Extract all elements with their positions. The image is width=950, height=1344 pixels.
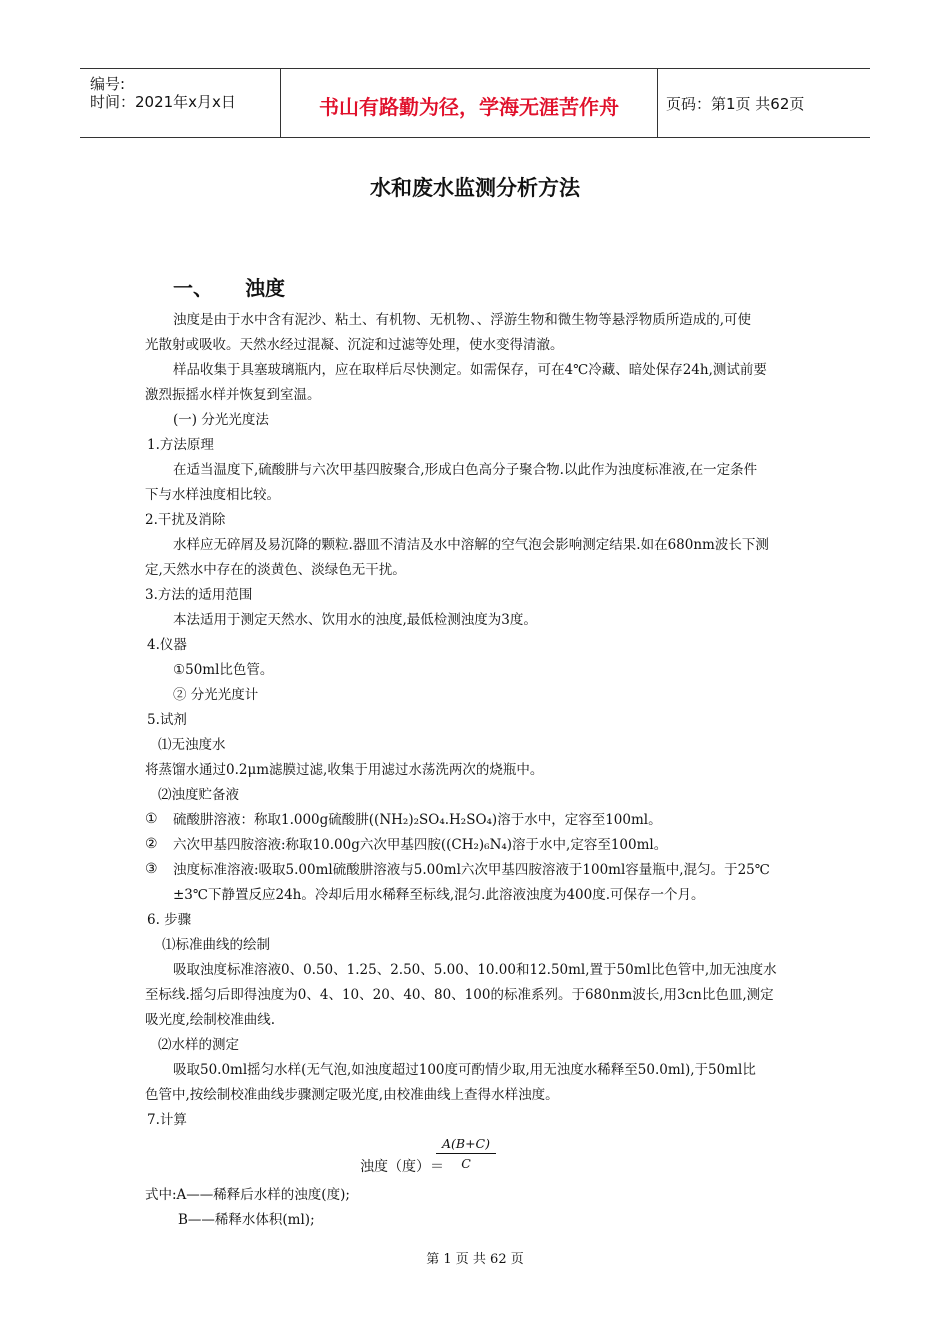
numbered-heading: 4.仪器: [147, 637, 187, 653]
paragraph-line: 光散射或吸收。天然水经过混凝、沉淀和过滤等处理，使水变得清澈。: [145, 337, 564, 353]
formula-denominator: C: [461, 1156, 471, 1171]
subsection-heading: (一) 分光光度法: [173, 412, 269, 428]
serial-label: 编号:: [90, 75, 126, 93]
sub-heading: ⑴无浊度水: [158, 737, 226, 753]
paragraph-line: 水样应无碎屑及易沉降的颗粒.器皿不清洁及水中溶解的空气泡会影响测定结果.如在680nm波长下测: [173, 537, 769, 553]
numbered-heading: 7.计算: [147, 1112, 187, 1128]
paragraph-line: 浊度是由于水中含有泥沙、粘土、有机物、无机物、、浮游生物和微生物等悬浮物质所造成的,可使: [173, 312, 752, 328]
paragraph-line: 定,天然水中存在的淡黄色、淡绿色无干扰。: [145, 562, 406, 578]
numbered-heading: 2.干扰及消除: [145, 512, 226, 528]
numbered-heading: 5.试剂: [147, 712, 187, 728]
paragraph-line: 下与水样浊度相比较。: [145, 487, 280, 503]
motto: 书山有路勤为径，学海无涯苦作舟: [319, 95, 619, 119]
paragraph-line: 本法适用于测定天然水、饮用水的浊度,最低检测浊度为3度。: [173, 612, 537, 628]
sub-heading: ⑴标准曲线的绘制: [162, 937, 270, 953]
paragraph-line: 样品收集于具塞玻璃瓶内，应在取样后尽快测定。如需保存，可在4℃冷藏、暗处保存24h,测试前要: [173, 362, 767, 378]
numbered-heading: 3.方法的适用范围: [145, 587, 253, 603]
paragraph-line: 色管中,按绘制校准曲线步骤测定吸光度,由校准曲线上查得水样浊度。: [145, 1087, 559, 1103]
section-title: 浊度: [245, 276, 285, 300]
paragraph-line: 吸取50.0ml摇匀水样(无气泡,如浊度超过100度可酌情少取,用无浊度水稀释至50.0ml),于50ml比: [173, 1062, 756, 1078]
list-item: ①50ml比色管。: [173, 662, 274, 678]
list-item: 浊度标准溶液:吸取5.00ml硫酸肼溶液与5.00ml六次甲基四胺溶液于100ml容量瓶中,混匀。于25℃: [173, 862, 770, 878]
header-motto-cell: [281, 69, 658, 137]
paragraph-line: 在适当温度下,硫酸肼与六次甲基四胺聚合,形成白色高分子聚合物.以此作为浊度标准液,在一定条件: [173, 462, 758, 478]
list-item: 六次甲基四胺溶液:称取10.00g六次甲基四胺((CH₂)₆N₄)溶于水中,定容至100ml。: [173, 837, 668, 853]
document-title: 水和废水监测分析方法: [370, 176, 580, 200]
section-number: 一、: [173, 276, 213, 300]
formula-fraction: [436, 1136, 496, 1171]
sub-heading: ⑵水样的测定: [158, 1037, 239, 1053]
variable-definition: 式中:A——稀释后水样的浊度(度);: [145, 1187, 350, 1203]
list-marker: ②: [145, 836, 158, 852]
page-footer: 第 1 页 共 62 页: [426, 1252, 524, 1267]
variable-definition: B——稀释水体积(ml);: [178, 1212, 315, 1228]
header-page-cell: [658, 69, 870, 137]
list-item-continued: ±3℃下静置反应24h。冷却后用水稀释至标线,混匀.此溶液浊度为400度.可保存一个月。: [173, 887, 705, 903]
list-marker: ③: [145, 861, 158, 877]
date-label: 时间：2021年x月x日: [90, 93, 236, 111]
formula-label: 浊度（度）＝: [360, 1159, 444, 1175]
page-info: 页码：第1页 共62页: [666, 95, 805, 113]
list-item: ② 分光光度计: [173, 687, 259, 703]
page-header: [80, 68, 870, 138]
header-left-cell: [80, 69, 281, 137]
paragraph-line: 吸取浊度标准溶液0、0.50、1.25、2.50、5.00、10.00和12.50ml,置于50ml比色管中,加无浊度水: [173, 962, 777, 978]
paragraph-line: 至标线.摇匀后即得浊度为0、4、10、20、40、80、100的标准系列。于680nm波长,用3cn比色皿,测定: [145, 987, 774, 1003]
sub-heading: ⑵浊度贮备液: [158, 787, 239, 803]
formula-numerator: A(B+C): [436, 1136, 496, 1154]
list-marker: ①: [145, 811, 158, 827]
paragraph-line: 将蒸馏水通过0.2μm滤膜过滤,收集于用滤过水荡洗两次的烧瓶中。: [145, 762, 544, 778]
numbered-heading: 6. 步骤: [147, 912, 192, 928]
list-item: 硫酸肼溶液：称取1.000g硫酸肼((NH₂)₂SO₄.H₂SO₄)溶于水中，定容至100ml。: [173, 812, 662, 828]
paragraph-line: 吸光度,绘制校准曲线.: [145, 1012, 276, 1028]
paragraph-line: 激烈振摇水样并恢复到室温。: [145, 387, 321, 403]
numbered-heading: 1.方法原理: [147, 437, 214, 453]
